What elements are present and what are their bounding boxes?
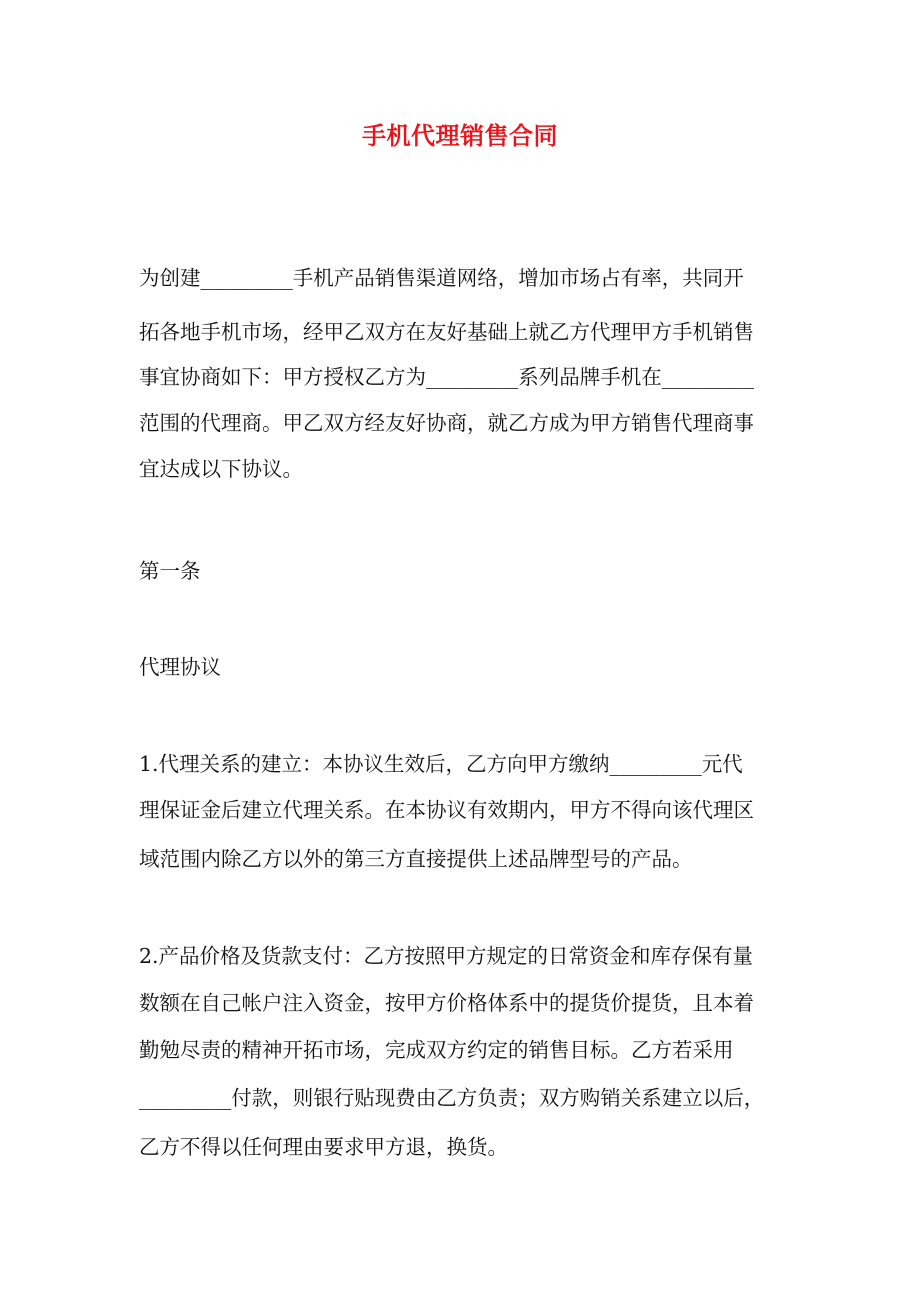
preamble-line-1: 为创建_________手机产品销售渠道网络，增加市场占有率，共同开 [139, 266, 744, 290]
article-heading: 第一条 [139, 559, 201, 583]
preamble-line-4: 范围的代理商。甲乙双方经友好协商，就乙方成为甲方销售代理商事 [139, 411, 754, 435]
section-heading: 代理协议 [139, 655, 221, 679]
clause-2-line-1: 2.产品价格及货款支付：乙方按照甲方规定的日常资金和库存保有量 [139, 944, 754, 968]
clause-2-line-5: 乙方不得以任何理由要求甲方退，换货。 [139, 1135, 508, 1159]
document-title: 手机代理销售合同 [362, 122, 558, 150]
preamble-line-3: 事宜协商如下：甲方授权乙方为_________系列品牌手机在_________ [139, 365, 754, 389]
clause-2-line-2: 数额在自己帐户注入资金，按甲方价格体系中的提货价提货，且本着 [139, 991, 754, 1015]
preamble-line-2: 拓各地手机市场，经甲乙双方在友好基础上就乙方代理甲方手机销售 [139, 320, 754, 344]
preamble-line-5: 宜达成以下协议。 [139, 457, 303, 481]
clause-1-line-2: 理保证金后建立代理关系。在本协议有效期内，甲方不得向该代理区 [139, 798, 754, 822]
clause-1-line-1: 1.代理关系的建立：本协议生效后，乙方向甲方缴纳_________元代 [139, 752, 743, 776]
clause-2-line-3: 勤勉尽责的精神开拓市场，完成双方约定的销售目标。乙方若采用 [139, 1038, 734, 1062]
clause-2-line-4: _________付款，则银行贴现费由乙方负责；双方购销关系建立以后， [139, 1086, 765, 1110]
clause-1-line-3: 域范围内除乙方以外的第三方直接提供上述品牌型号的产品。 [139, 847, 693, 871]
